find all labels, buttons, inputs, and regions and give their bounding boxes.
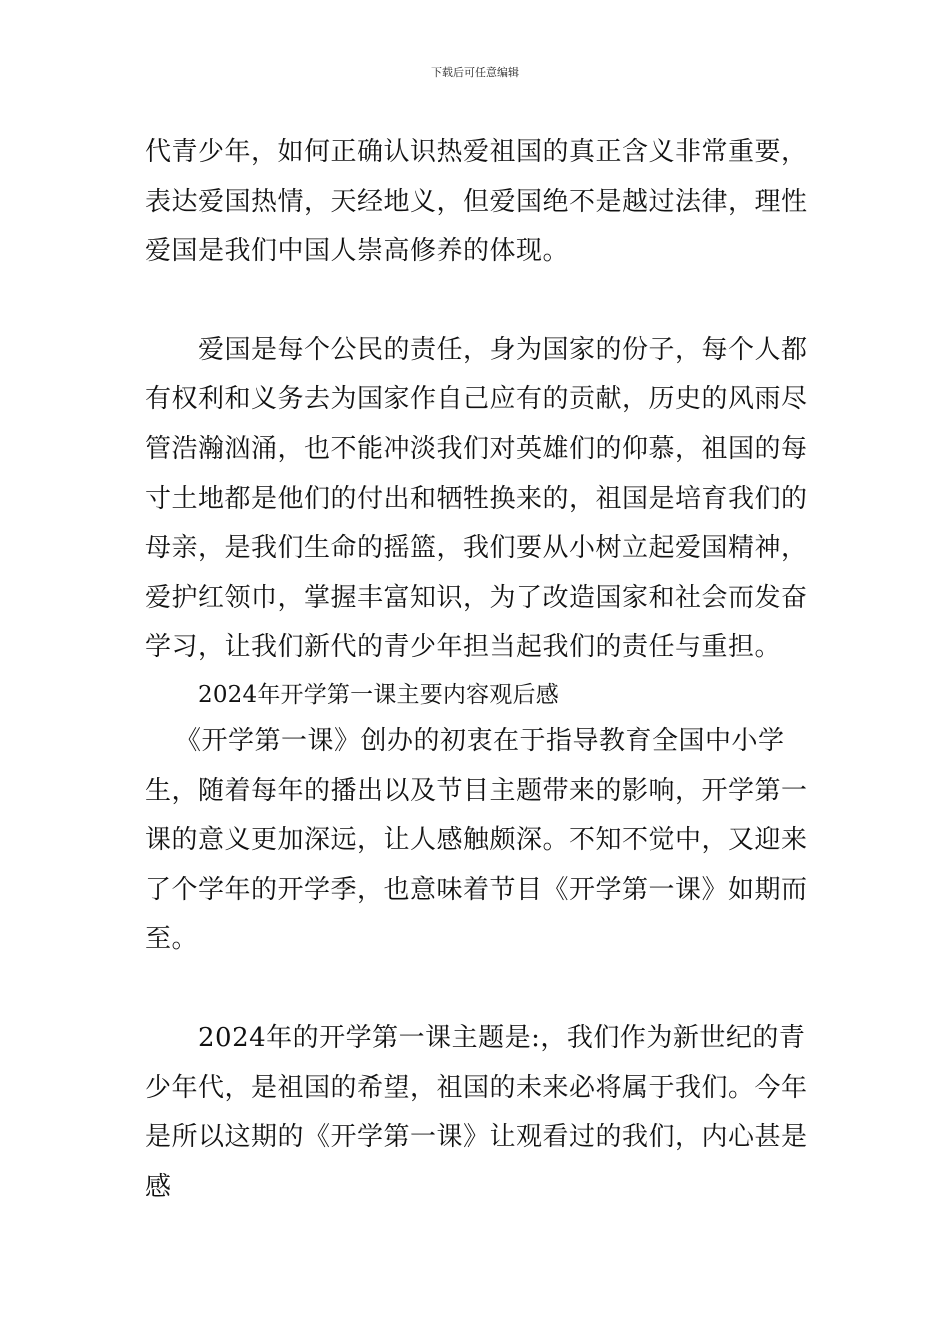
section-title: 2024年开学第一课主要内容观后感 — [198, 681, 559, 708]
document-body — [145, 128, 810, 1212]
page-header: 下载后可任意编辑 — [431, 66, 519, 79]
paragraph-intro: 《开学第一课》创办的初衷在于指导教育全国中小学生，随着每年的播出以及节目主题带来的影响，开学第一课的意义更加深远，让人感触颇深。不知不觉中，又迎来了个学年的开学季，也意味着节目《开学第一课》如期而至。 — [145, 725, 808, 955]
paragraph-theme: 2024年的开学第一课主题是:，我们作为新世纪的青少年代，是祖国的希望，祖国的未来必将属于我们。今年是所以这期的《开学第一课》让观看过的我们，内心甚是感 — [145, 1022, 808, 1202]
paragraph-patriotism: 爱国是每个公民的责任，身为国家的份子，每个人都有权利和义务去为国家作自己应有的贡献，历史的风雨尽管浩瀚汹涌，也不能冲淡我们对英雄们的仰慕，祖国的每寸土地都是他们的付出和牺牲换来的，祖国是培育我们的母亲，是我们生命的摇篮，我们要从小树立起爱国精神，爱护红领巾，掌握丰富知识，为了改造国家和社会而发奋学习，让我们新代的青少年担当起我们的责任与重担。 — [145, 334, 808, 663]
paragraph-continuation: 代青少年，如何正确认识热爱祖国的真正含义非常重要，表达爱国热情，天经地义，但爱国绝不是越过法律，理性爱国是我们中国人崇高修养的体现。 — [145, 137, 808, 267]
